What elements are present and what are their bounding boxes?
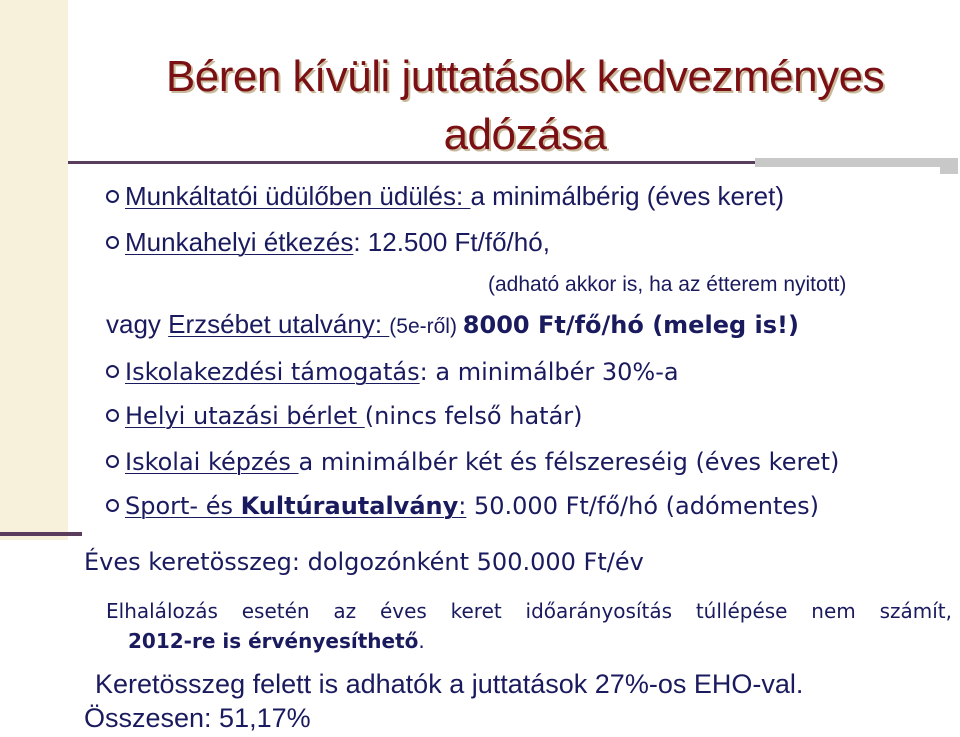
- title-divider: [68, 161, 758, 164]
- list-item-etkezes: [106, 226, 550, 258]
- berlet-label: Helyi utazási bérlet: [125, 402, 365, 430]
- kepzes-value: a minimálbér két és félszereséig (éves keret): [298, 448, 840, 476]
- bullet-icon: [106, 190, 119, 203]
- erzsebet-prefix: vagy: [106, 309, 169, 339]
- title-divider-accent-end: [940, 158, 958, 174]
- kepzes-label: Iskolai képzés: [125, 448, 299, 476]
- sport-label-b: Kultúrautalvány: [240, 492, 459, 520]
- udules-label: Munkáltatói üdülőben üdülés:: [125, 181, 471, 211]
- title-divider-accent: [755, 158, 955, 167]
- side-decoration: [0, 0, 68, 540]
- annual-limit: Éves keretösszeg: dolgozónként 500.000 Ft/év: [84, 548, 644, 576]
- etkezes-label: Munkahelyi étkezés: [125, 227, 354, 257]
- note-period: .: [418, 629, 425, 653]
- sport-value: 50.000 Ft/fő/hó (adómentes): [466, 492, 820, 520]
- bullet-icon: [106, 365, 119, 378]
- bullet-icon: [106, 409, 119, 422]
- bullet-icon: [106, 499, 119, 512]
- slide-title: [90, 48, 960, 164]
- list-item-erzsebet: [106, 308, 799, 343]
- iskola-value: : a minimálbér 30%-a: [419, 358, 679, 386]
- note-bold: 2012-re is érvényesíthető: [128, 629, 419, 653]
- footer-line-1: Keretösszeg felett is adhatók a juttatások 27%-os EHO-val.: [95, 669, 804, 699]
- title-line-1: Béren kívüli juttatások kedvezményes: [165, 52, 885, 101]
- etkezes-note: (adható akkor is, ha az étterem nyitott): [488, 273, 847, 296]
- erzsebet-label: Erzsébet utalvány:: [168, 309, 390, 339]
- sport-label-a: Sport- és: [125, 492, 241, 520]
- list-item-berlet: [106, 400, 583, 432]
- list-item-sport: [106, 490, 819, 522]
- udules-value: a minimálbérig (éves keret): [470, 181, 785, 211]
- list-item-iskolakezdes: [106, 356, 679, 388]
- list-item-udules: [106, 180, 784, 212]
- etkezes-value: : 12.500 Ft/fő/hó,: [353, 227, 550, 257]
- bullet-icon: [106, 455, 119, 468]
- bullet-icon: [106, 236, 119, 249]
- list-item-kepzes: [106, 446, 839, 478]
- footer-line-2: Összesen: 51,17%: [84, 703, 311, 733]
- sport-label-c: :: [458, 492, 467, 520]
- berlet-value: (nincs felső határ): [364, 402, 583, 430]
- side-rule: [0, 532, 82, 536]
- erzsebet-value: 8000 Ft/fő/hó (meleg is!): [462, 311, 799, 339]
- erzsebet-small: (5e-ről): [389, 315, 463, 338]
- title-line-2: adózása: [443, 110, 607, 159]
- note-line-1: Elhalálozás esetén az éves keret időarányosítás túllépése nem számít,: [106, 599, 952, 623]
- note-line-2: [128, 626, 425, 656]
- iskola-label: Iskolakezdési támogatás: [125, 358, 420, 386]
